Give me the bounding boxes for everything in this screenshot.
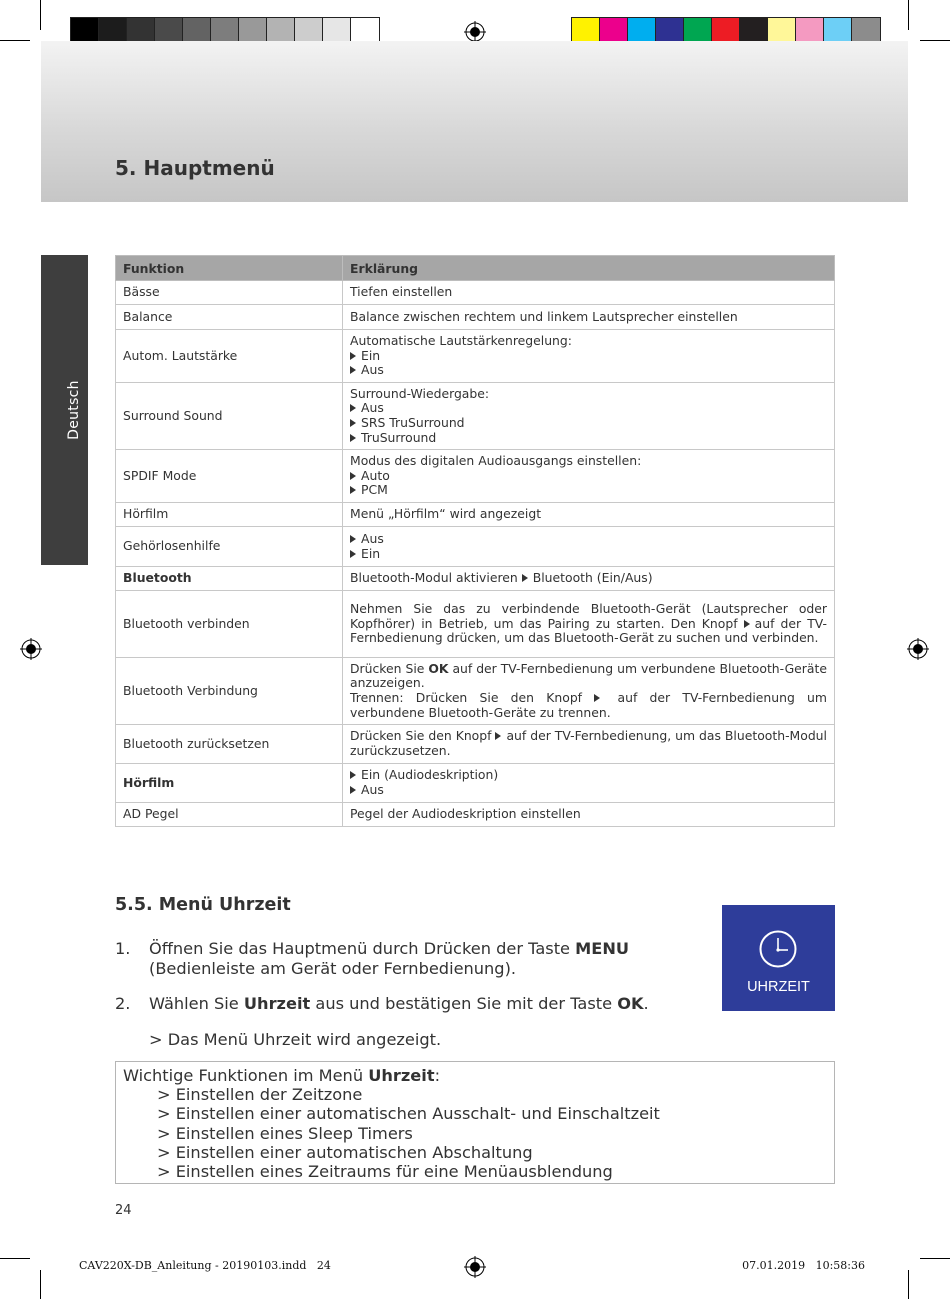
table-header-row — [116, 256, 835, 281]
triangle-right-icon — [350, 771, 356, 779]
function-cell: Hörfilm — [116, 503, 343, 527]
table-row — [116, 658, 835, 725]
info-item: > Einstellen einer automatischen Abschaltung — [157, 1142, 533, 1162]
bullet-item: Aus — [350, 401, 827, 416]
function-cell: Autom. Lautstärke — [116, 330, 343, 383]
bullet-item: Ein — [350, 547, 827, 562]
table-row — [116, 281, 835, 305]
description-line: Surround-Wiedergabe: — [350, 385, 490, 401]
info-item: > Einstellen eines Zeitraums für eine Menüausblendung — [157, 1162, 613, 1182]
description-cell — [343, 527, 835, 567]
info-item: > Einstellen einer automatischen Ausschalt- und Einschaltzeit — [157, 1104, 660, 1124]
ok-key-label: OK — [428, 660, 449, 676]
description-cell: Tiefen einstellen — [343, 281, 835, 305]
page-number: 24 — [115, 1203, 132, 1218]
bullet-item: Aus — [350, 783, 827, 798]
description-cell: Balance zwischen rechtem und linkem Lautsprecher einstellen — [343, 305, 835, 330]
clock-icon — [758, 929, 798, 969]
table-row — [116, 764, 835, 803]
language-tab-label: Deutsch — [66, 380, 82, 440]
triangle-right-icon — [350, 535, 356, 543]
table-row — [116, 725, 835, 764]
uhrzeit-tile-label: UHRZEIT — [747, 979, 810, 995]
step-number: 2. — [115, 994, 131, 1013]
info-intro: Wichtige Funktionen im Menü Uhrzeit: — [123, 1066, 441, 1085]
function-cell: Bluetooth — [116, 567, 343, 591]
crop-mark — [0, 40, 30, 41]
function-cell: Bluetooth Verbindung — [116, 658, 343, 725]
description-line: Automatische Lautstärkenregelung: — [350, 333, 572, 349]
function-cell: Hörfilm — [116, 764, 343, 803]
crop-mark — [920, 40, 950, 41]
table-row — [116, 330, 835, 383]
step-1 — [115, 939, 695, 979]
step-number: 1. — [115, 939, 131, 958]
function-cell: SPDIF Mode — [116, 450, 343, 503]
file-slug: CAV220X-DB_Anleitung - 20190103.indd 24 — [79, 1259, 331, 1272]
crop-mark — [908, 1270, 909, 1299]
info-box — [115, 1061, 835, 1184]
step-text: Wählen Sie Uhrzeit aus und bestätigen Sie mit der Taste OK. — [149, 994, 649, 1013]
triangle-right-icon — [744, 620, 750, 628]
uhrzeit-key-label: Uhrzeit — [368, 1066, 435, 1085]
description-cell — [343, 764, 835, 803]
bullet-item: Aus — [350, 363, 827, 378]
function-cell: Bässe — [116, 281, 343, 305]
registration-mark-icon — [907, 638, 929, 660]
crop-mark — [40, 1270, 41, 1299]
description-line: Modus des digitalen Audioausgangs einstellen: — [350, 453, 642, 469]
description-cell: Drücken Sie den Knopf auf der TV-Fernbedienung, um das Bluetooth-Modul zurückzusetzen. — [343, 725, 835, 764]
description-cell — [343, 330, 835, 383]
triangle-right-icon — [350, 472, 356, 480]
bullet-item: TruSurround — [350, 431, 827, 446]
bullet-item: Aus — [350, 532, 827, 547]
description-cell: Pegel der Audiodeskription einstellen — [343, 803, 835, 827]
registration-mark-icon — [464, 1256, 486, 1278]
triangle-right-icon — [350, 786, 356, 794]
page-title: 5. Hauptmenü — [115, 156, 275, 180]
function-table — [115, 255, 835, 827]
triangle-right-icon — [350, 352, 356, 360]
info-item: > Einstellen der Zeitzone — [157, 1085, 363, 1105]
description-line: Drücken Sie OK auf der TV-Fernbedienung um verbundene Bluetooth-Geräte anzuzeigen. — [350, 660, 827, 691]
bullet-item: Auto — [350, 469, 827, 484]
triangle-right-icon — [350, 486, 356, 494]
triangle-right-icon — [350, 419, 356, 427]
crop-mark — [920, 1258, 950, 1259]
triangle-right-icon — [594, 694, 600, 702]
triangle-right-icon — [350, 550, 356, 558]
uhrzeit-menu-tile — [722, 905, 835, 1011]
table-row — [116, 503, 835, 527]
section-heading: 5.5. Menü Uhrzeit — [115, 895, 291, 915]
menu-key-label: MENU — [575, 939, 630, 958]
registration-mark-icon — [464, 21, 486, 43]
triangle-right-icon — [495, 732, 501, 740]
bullet-item: SRS TruSurround — [350, 416, 827, 431]
table-row — [116, 383, 835, 450]
function-cell: Surround Sound — [116, 383, 343, 450]
step-result: > Das Menü Uhrzeit wird angezeigt. — [149, 1030, 442, 1049]
triangle-right-icon — [350, 404, 356, 412]
table-row — [116, 305, 835, 330]
table-row — [116, 567, 835, 591]
table-row — [116, 450, 835, 503]
date-slug: 07.01.2019 10:58:36 — [742, 1259, 865, 1272]
description-cell: Bluetooth-Modul aktivieren Bluetooth (Ein/Aus) — [343, 567, 835, 591]
function-cell: Bluetooth verbinden — [116, 591, 343, 658]
step-text: Öffnen Sie das Hauptmenü durch Drücken der Taste MENU (Bedienleiste am Gerät oder Fernbedienung). — [149, 939, 630, 978]
description-cell — [343, 658, 835, 725]
crop-mark — [0, 1258, 30, 1259]
table-row — [116, 527, 835, 567]
column-header: Funktion — [116, 256, 343, 281]
triangle-right-icon — [350, 366, 356, 374]
description-cell: Nehmen Sie das zu verbindende Bluetooth-Gerät (Lautsprecher oder Kopfhörer) in Betrieb, um das Pairing zu starten. Den Knopf auf der TV-Fernbedienung drücken, um das Bluetooth-Gerät zu suchen und verbinden. — [343, 591, 835, 658]
bullet-item: PCM — [350, 483, 827, 498]
function-cell: Balance — [116, 305, 343, 330]
function-cell: Bluetooth zurücksetzen — [116, 725, 343, 764]
description-cell — [343, 383, 835, 450]
function-cell: Gehörlosenhilfe — [116, 527, 343, 567]
uhrzeit-key-label: Uhrzeit — [243, 994, 311, 1013]
triangle-right-icon — [350, 434, 356, 442]
info-item: > Einstellen eines Sleep Timers — [157, 1123, 413, 1143]
column-header: Erklärung — [343, 256, 835, 281]
function-cell: AD Pegel — [116, 803, 343, 827]
triangle-right-icon — [522, 574, 528, 582]
table-row — [116, 591, 835, 658]
bullet-item: Ein — [350, 349, 827, 364]
crop-mark — [908, 0, 909, 30]
description-cell — [343, 450, 835, 503]
description-line: Trennen: Drücken Sie den Knopf auf der TV-Fernbedienung um verbundene Bluetooth-Geräte zu trennen. — [350, 690, 827, 720]
table-row — [116, 803, 835, 827]
registration-mark-icon — [20, 638, 42, 660]
ok-key-label: OK — [617, 994, 644, 1013]
crop-mark — [40, 0, 41, 30]
bullet-item: Ein (Audiodeskription) — [350, 768, 827, 783]
step-2 — [115, 994, 695, 1014]
description-cell: Menü „Hörfilm“ wird angezeigt — [343, 503, 835, 527]
